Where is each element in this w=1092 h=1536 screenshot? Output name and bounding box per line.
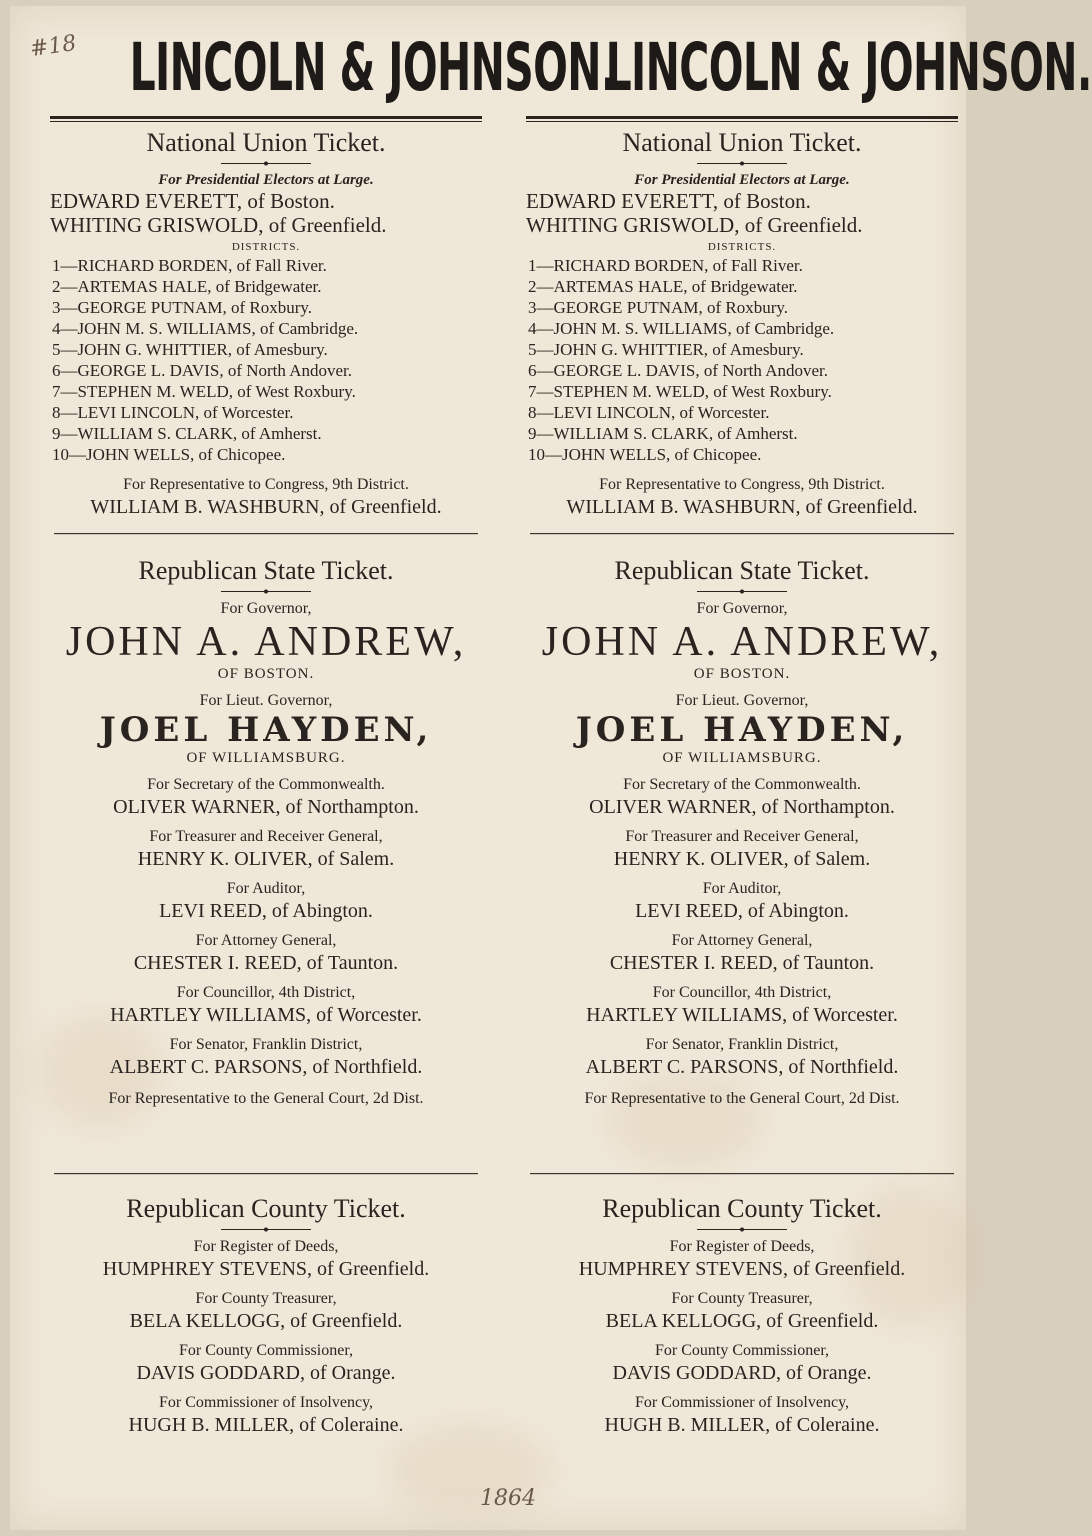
state-office bbox=[522, 827, 962, 871]
district-row: 3—GEORGE PUTNAM, of Roxbury. bbox=[52, 298, 313, 317]
district-row: 3—GEORGE PUTNAM, of Roxbury. bbox=[528, 298, 789, 317]
office-label: For County Commissioner, bbox=[178, 1342, 354, 1359]
office-label: For Attorney General, bbox=[195, 932, 337, 949]
governor-of: OF BOSTON. bbox=[693, 666, 791, 682]
ornament-divider bbox=[221, 160, 311, 167]
district-row: 4—JOHN M. S. WILLIAMS, of Cambridge. bbox=[52, 319, 359, 338]
office-label: For Senator, Franklin District, bbox=[169, 1036, 363, 1053]
office-name: DAVIS GODDARD, of Orange. bbox=[136, 1362, 396, 1384]
elector-at-large: WHITING GRISWOLD, of Greenfield. bbox=[526, 213, 863, 237]
section-divider bbox=[530, 533, 954, 534]
district-row: 1—RICHARD BORDEN, of Fall River. bbox=[528, 256, 803, 275]
county-office bbox=[46, 1237, 486, 1281]
ornament-divider bbox=[221, 588, 311, 595]
state-office bbox=[46, 1035, 486, 1079]
state-office bbox=[46, 931, 486, 975]
office-name: LEVI REED, of Abington. bbox=[159, 900, 373, 922]
elector-at-large: EDWARD EVERETT, of Boston. bbox=[526, 189, 811, 213]
district-row: 7—STEPHEN M. WELD, of West Roxbury. bbox=[528, 382, 832, 401]
office-label: For County Commissioner, bbox=[654, 1342, 830, 1359]
ornament-divider bbox=[697, 1226, 787, 1233]
congress-label: For Representative to Congress, 9th District. bbox=[599, 476, 885, 493]
office-label: For Treasurer and Receiver General, bbox=[149, 828, 383, 845]
district-row: 6—GEORGE L. DAVIS, of North Andover. bbox=[528, 361, 829, 380]
office-name: OLIVER WARNER, of Northampton. bbox=[113, 796, 419, 818]
office-label: For Secretary of the Commonwealth. bbox=[623, 776, 861, 793]
office-label: For County Treasurer, bbox=[671, 1290, 813, 1307]
state-office bbox=[46, 775, 486, 819]
state-office bbox=[46, 879, 486, 923]
district-list bbox=[522, 255, 962, 465]
county-office bbox=[522, 1341, 962, 1385]
office-label: For Treasurer and Receiver General, bbox=[625, 828, 859, 845]
office-label: For Attorney General, bbox=[671, 932, 813, 949]
governor-label: For Governor, bbox=[696, 600, 788, 617]
office-name: BELA KELLOGG, of Greenfield. bbox=[129, 1310, 403, 1332]
lt-governor-name: JOEL HAYDEN, bbox=[575, 710, 909, 750]
office-label: For Senator, Franklin District, bbox=[645, 1036, 839, 1053]
ornament-divider bbox=[221, 1226, 311, 1233]
governor-name: JOHN A. ANDREW, bbox=[541, 619, 943, 665]
county-office bbox=[522, 1393, 962, 1437]
office-label: For Secretary of the Commonwealth. bbox=[147, 776, 385, 793]
state-office bbox=[522, 983, 962, 1027]
office-label: For Auditor, bbox=[702, 880, 782, 897]
district-row: 4—JOHN M. S. WILLIAMS, of Cambridge. bbox=[528, 319, 835, 338]
office-label: For Commissioner of Insolvency, bbox=[158, 1394, 374, 1411]
county-office bbox=[522, 1237, 962, 1281]
office-name: OLIVER WARNER, of Northampton. bbox=[589, 796, 895, 818]
national-ticket-title: National Union Ticket. bbox=[146, 128, 386, 157]
state-office bbox=[522, 775, 962, 819]
lt-governor-of: OF WILLIAMSBURG. bbox=[662, 750, 822, 766]
district-row: 6—GEORGE L. DAVIS, of North Andover. bbox=[52, 361, 353, 380]
lt-governor-of: OF WILLIAMSBURG. bbox=[186, 750, 346, 766]
office-name: HUGH B. MILLER, of Coleraine. bbox=[604, 1414, 880, 1436]
office-label: For Councillor, 4th District, bbox=[652, 984, 832, 1001]
state-office bbox=[46, 827, 486, 871]
district-list bbox=[46, 255, 486, 465]
state-ticket-title: Republican State Ticket. bbox=[614, 556, 870, 585]
lt-governor-label: For Lieut. Governor, bbox=[199, 692, 333, 709]
office-label: For Register of Deeds, bbox=[669, 1238, 815, 1255]
office-name: DAVIS GODDARD, of Orange. bbox=[612, 1362, 872, 1384]
office-name: CHESTER I. REED, of Taunton. bbox=[133, 952, 399, 974]
section-divider bbox=[530, 1173, 954, 1174]
congress-name: WILLIAM B. WASHBURN, of Greenfield. bbox=[90, 496, 442, 518]
office-name: HENRY K. OLIVER, of Salem. bbox=[137, 848, 395, 870]
governor-label: For Governor, bbox=[220, 600, 312, 617]
county-ticket-title: Republican County Ticket. bbox=[602, 1194, 882, 1223]
districts-label: DISTRICTS. bbox=[231, 241, 301, 253]
electors-label: For Presidential Electors at Large. bbox=[634, 172, 850, 188]
ticket-banner: LINCOLN & JOHNSON. bbox=[129, 29, 616, 106]
office-name: ALBERT C. PARSONS, of Northfield. bbox=[109, 1056, 423, 1078]
state-office bbox=[522, 1035, 962, 1079]
districts-label: DISTRICTS. bbox=[707, 241, 777, 253]
congress-label: For Representative to Congress, 9th District. bbox=[123, 476, 409, 493]
ornament-divider bbox=[697, 160, 787, 167]
congress-name: WILLIAM B. WASHBURN, of Greenfield. bbox=[566, 496, 918, 518]
office-label: For Commissioner of Insolvency, bbox=[634, 1394, 850, 1411]
section-divider bbox=[54, 533, 478, 534]
office-name: CHESTER I. REED, of Taunton. bbox=[609, 952, 875, 974]
office-name: ALBERT C. PARSONS, of Northfield. bbox=[585, 1056, 899, 1078]
ticket-banner: LINCOLN & JOHNSON. bbox=[605, 29, 1092, 106]
district-row: 10—JOHN WELLS, of Chicopee. bbox=[52, 445, 286, 464]
elector-at-large: WHITING GRISWOLD, of Greenfield. bbox=[50, 213, 387, 237]
electors-label: For Presidential Electors at Large. bbox=[158, 172, 374, 188]
governor-of: OF BOSTON. bbox=[217, 666, 315, 682]
state-office bbox=[522, 879, 962, 923]
office-name: BELA KELLOGG, of Greenfield. bbox=[605, 1310, 879, 1332]
office-label: For County Treasurer, bbox=[195, 1290, 337, 1307]
general-court-label: For Representative to the General Court, 2d Dist. bbox=[108, 1090, 424, 1107]
district-row: 1—RICHARD BORDEN, of Fall River. bbox=[52, 256, 327, 275]
elector-at-large: EDWARD EVERETT, of Boston. bbox=[50, 189, 335, 213]
state-ticket-title: Republican State Ticket. bbox=[138, 556, 394, 585]
section-divider bbox=[54, 1173, 478, 1174]
ticket-left bbox=[46, 0, 616, 1437]
office-name: HUMPHREY STEVENS, of Greenfield. bbox=[578, 1258, 906, 1280]
double-rule bbox=[526, 116, 958, 122]
district-row: 10—JOHN WELLS, of Chicopee. bbox=[528, 445, 762, 464]
office-label: For Auditor, bbox=[226, 880, 306, 897]
district-row: 5—JOHN G. WHITTIER, of Amesbury. bbox=[52, 340, 328, 359]
state-office bbox=[522, 931, 962, 975]
office-label: For Councillor, 4th District, bbox=[176, 984, 356, 1001]
office-name: HARTLEY WILLIAMS, of Worcester. bbox=[586, 1004, 898, 1026]
lt-governor-name: JOEL HAYDEN, bbox=[99, 710, 433, 750]
ticket-right bbox=[522, 0, 1092, 1437]
district-row: 2—ARTEMAS HALE, of Bridgewater. bbox=[52, 277, 322, 296]
office-name: HENRY K. OLIVER, of Salem. bbox=[613, 848, 871, 870]
lt-governor-label: For Lieut. Governor, bbox=[675, 692, 809, 709]
office-name: HUMPHREY STEVENS, of Greenfield. bbox=[102, 1258, 430, 1280]
handwritten-year: 1864 bbox=[480, 1486, 536, 1511]
national-ticket-title: National Union Ticket. bbox=[622, 128, 862, 157]
governor-name: JOHN A. ANDREW, bbox=[65, 619, 467, 665]
county-office bbox=[522, 1289, 962, 1333]
district-row: 2—ARTEMAS HALE, of Bridgewater. bbox=[528, 277, 798, 296]
district-row: 7—STEPHEN M. WELD, of West Roxbury. bbox=[52, 382, 356, 401]
county-office bbox=[46, 1341, 486, 1385]
office-name: HUGH B. MILLER, of Coleraine. bbox=[128, 1414, 404, 1436]
county-ticket-title: Republican County Ticket. bbox=[126, 1194, 406, 1223]
district-row: 9—WILLIAM S. CLARK, of Amherst. bbox=[528, 424, 798, 443]
county-office bbox=[46, 1289, 486, 1333]
office-name: LEVI REED, of Abington. bbox=[635, 900, 849, 922]
district-row: 9—WILLIAM S. CLARK, of Amherst. bbox=[52, 424, 322, 443]
double-rule bbox=[50, 116, 482, 122]
general-court-label: For Representative to the General Court, 2d Dist. bbox=[584, 1090, 900, 1107]
state-office bbox=[46, 983, 486, 1027]
district-row: 5—JOHN G. WHITTIER, of Amesbury. bbox=[528, 340, 804, 359]
office-name: HARTLEY WILLIAMS, of Worcester. bbox=[110, 1004, 422, 1026]
district-row: 8—LEVI LINCOLN, of Worcester. bbox=[528, 403, 770, 422]
ornament-divider bbox=[697, 588, 787, 595]
office-label: For Register of Deeds, bbox=[193, 1238, 339, 1255]
district-row: 8—LEVI LINCOLN, of Worcester. bbox=[52, 403, 294, 422]
county-office bbox=[46, 1393, 486, 1437]
handwritten-number: #18 bbox=[28, 30, 78, 63]
